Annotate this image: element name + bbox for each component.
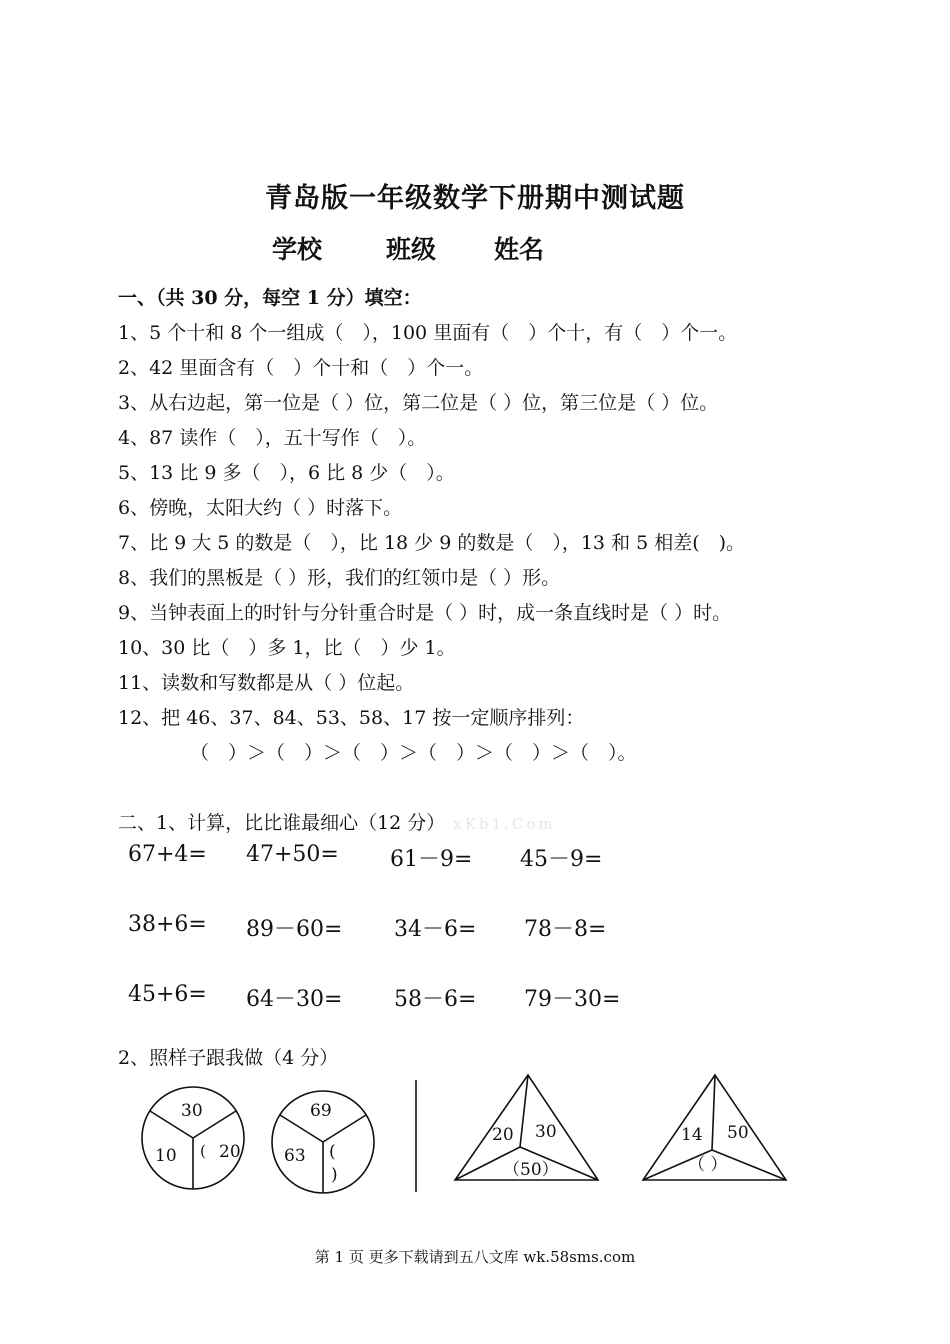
calc-item: 79－30=: [524, 987, 621, 1012]
question-10: 10、30 比（ ）多 1，比（ ）少 1。: [118, 637, 456, 659]
triangle1-left-value: 20: [492, 1125, 514, 1145]
calc-item: 38+6=: [128, 912, 207, 937]
calc-item: 64－30=: [246, 987, 343, 1012]
circle1-right-value: 20: [219, 1142, 241, 1162]
page-footer: 第 1 页 更多下载请到五八文库 wk.58sms.com: [314, 1248, 636, 1266]
triangle1-bottom-value: （50）: [503, 1160, 559, 1180]
question-12: 12、把 46、37、84、53、58、17 按一定顺序排列：: [118, 707, 585, 729]
calc-item: 89－60=: [246, 917, 343, 942]
calc-item: 78－8=: [524, 917, 607, 942]
question-2: 2、42 里面含有（ ）个十和（ ）个一。: [118, 357, 484, 379]
triangle1-right-value: 30: [535, 1122, 557, 1142]
section2-sub-heading: 2、照样子跟我做（4 分）: [118, 1047, 339, 1069]
triangle2-right-value: 50: [727, 1123, 749, 1143]
question-3: 3、从右边起，第一位是（ ）位，第二位是（ ）位，第三位是（ ）位。: [118, 392, 719, 414]
circle2-paren-close: ): [331, 1165, 338, 1185]
circle-diagram-exercise: [272, 1091, 374, 1193]
circle1-top-value: 30: [181, 1101, 203, 1121]
triangle-diagram-exercise: [643, 1075, 786, 1180]
question-6: 6、傍晚，太阳大约（ ）时落下。: [118, 497, 403, 519]
calc-item: 45－9=: [520, 847, 603, 872]
calc-item: 47+50=: [246, 842, 339, 867]
circle2-top-value: 69: [310, 1101, 332, 1121]
circle2-left-value: 63: [284, 1146, 306, 1166]
section1-heading: 一、（共 30 分，每空 1 分）填空：: [118, 287, 422, 309]
class-field-label: 班级: [386, 235, 437, 264]
circle2-paren-open: (: [329, 1142, 336, 1162]
calc-item: 67+4=: [128, 842, 207, 867]
name-field-label: 姓名: [494, 235, 545, 264]
question-9: 9、当钟表面上的时针与分针重合时是（ ）时，成一条直线时是（ ）时。: [118, 602, 732, 624]
question-11: 11、读数和写数都是从（ ）位起。: [118, 672, 415, 694]
circle1-left-value: 10: [155, 1146, 177, 1166]
section2-heading: [118, 808, 556, 835]
watermark-text: xKb1.Com: [453, 815, 556, 833]
school-field-label: 学校: [272, 235, 323, 264]
circle-diagram-example: [142, 1087, 244, 1189]
question-7: 7、比 9 大 5 的数是（ ），比 18 少 9 的数是（ ），13 和 5 相差( )。: [118, 532, 746, 554]
calc-item: 34－6=: [394, 917, 477, 942]
section2-heading-text: 二、1、计算，比比谁最细心（12 分）: [118, 812, 446, 834]
triangle2-bottom-value: （ ）: [688, 1155, 728, 1175]
question-1: 1、5 个十和 8 个一组成（ ），100 里面有（ ）个十，有（ ）个一。: [118, 322, 738, 344]
calc-item: 45+6=: [128, 982, 207, 1007]
calc-item: 58－6=: [394, 987, 477, 1012]
question-8: 8、我们的黑板是（ ）形，我们的红领巾是（ ）形。: [118, 567, 561, 589]
question-5: 5、13 比 9 多（ ），6 比 8 少（ ）。: [118, 462, 455, 484]
triangle-diagram-example: [455, 1075, 598, 1180]
question-4: 4、87 读作（ ），五十写作（ ）。: [118, 427, 427, 449]
triangle2-left-value: 14: [681, 1125, 703, 1145]
ordering-blanks: （ ）＞（ ）＞（ ）＞（ ）＞（ ）＞（ ）。: [190, 742, 637, 764]
number-diagrams: [0, 1060, 950, 1210]
circle1-paren: (: [200, 1142, 206, 1160]
calc-item: 61－9=: [390, 847, 473, 872]
page-title: 青岛版一年级数学下册期中测试题: [265, 183, 685, 214]
